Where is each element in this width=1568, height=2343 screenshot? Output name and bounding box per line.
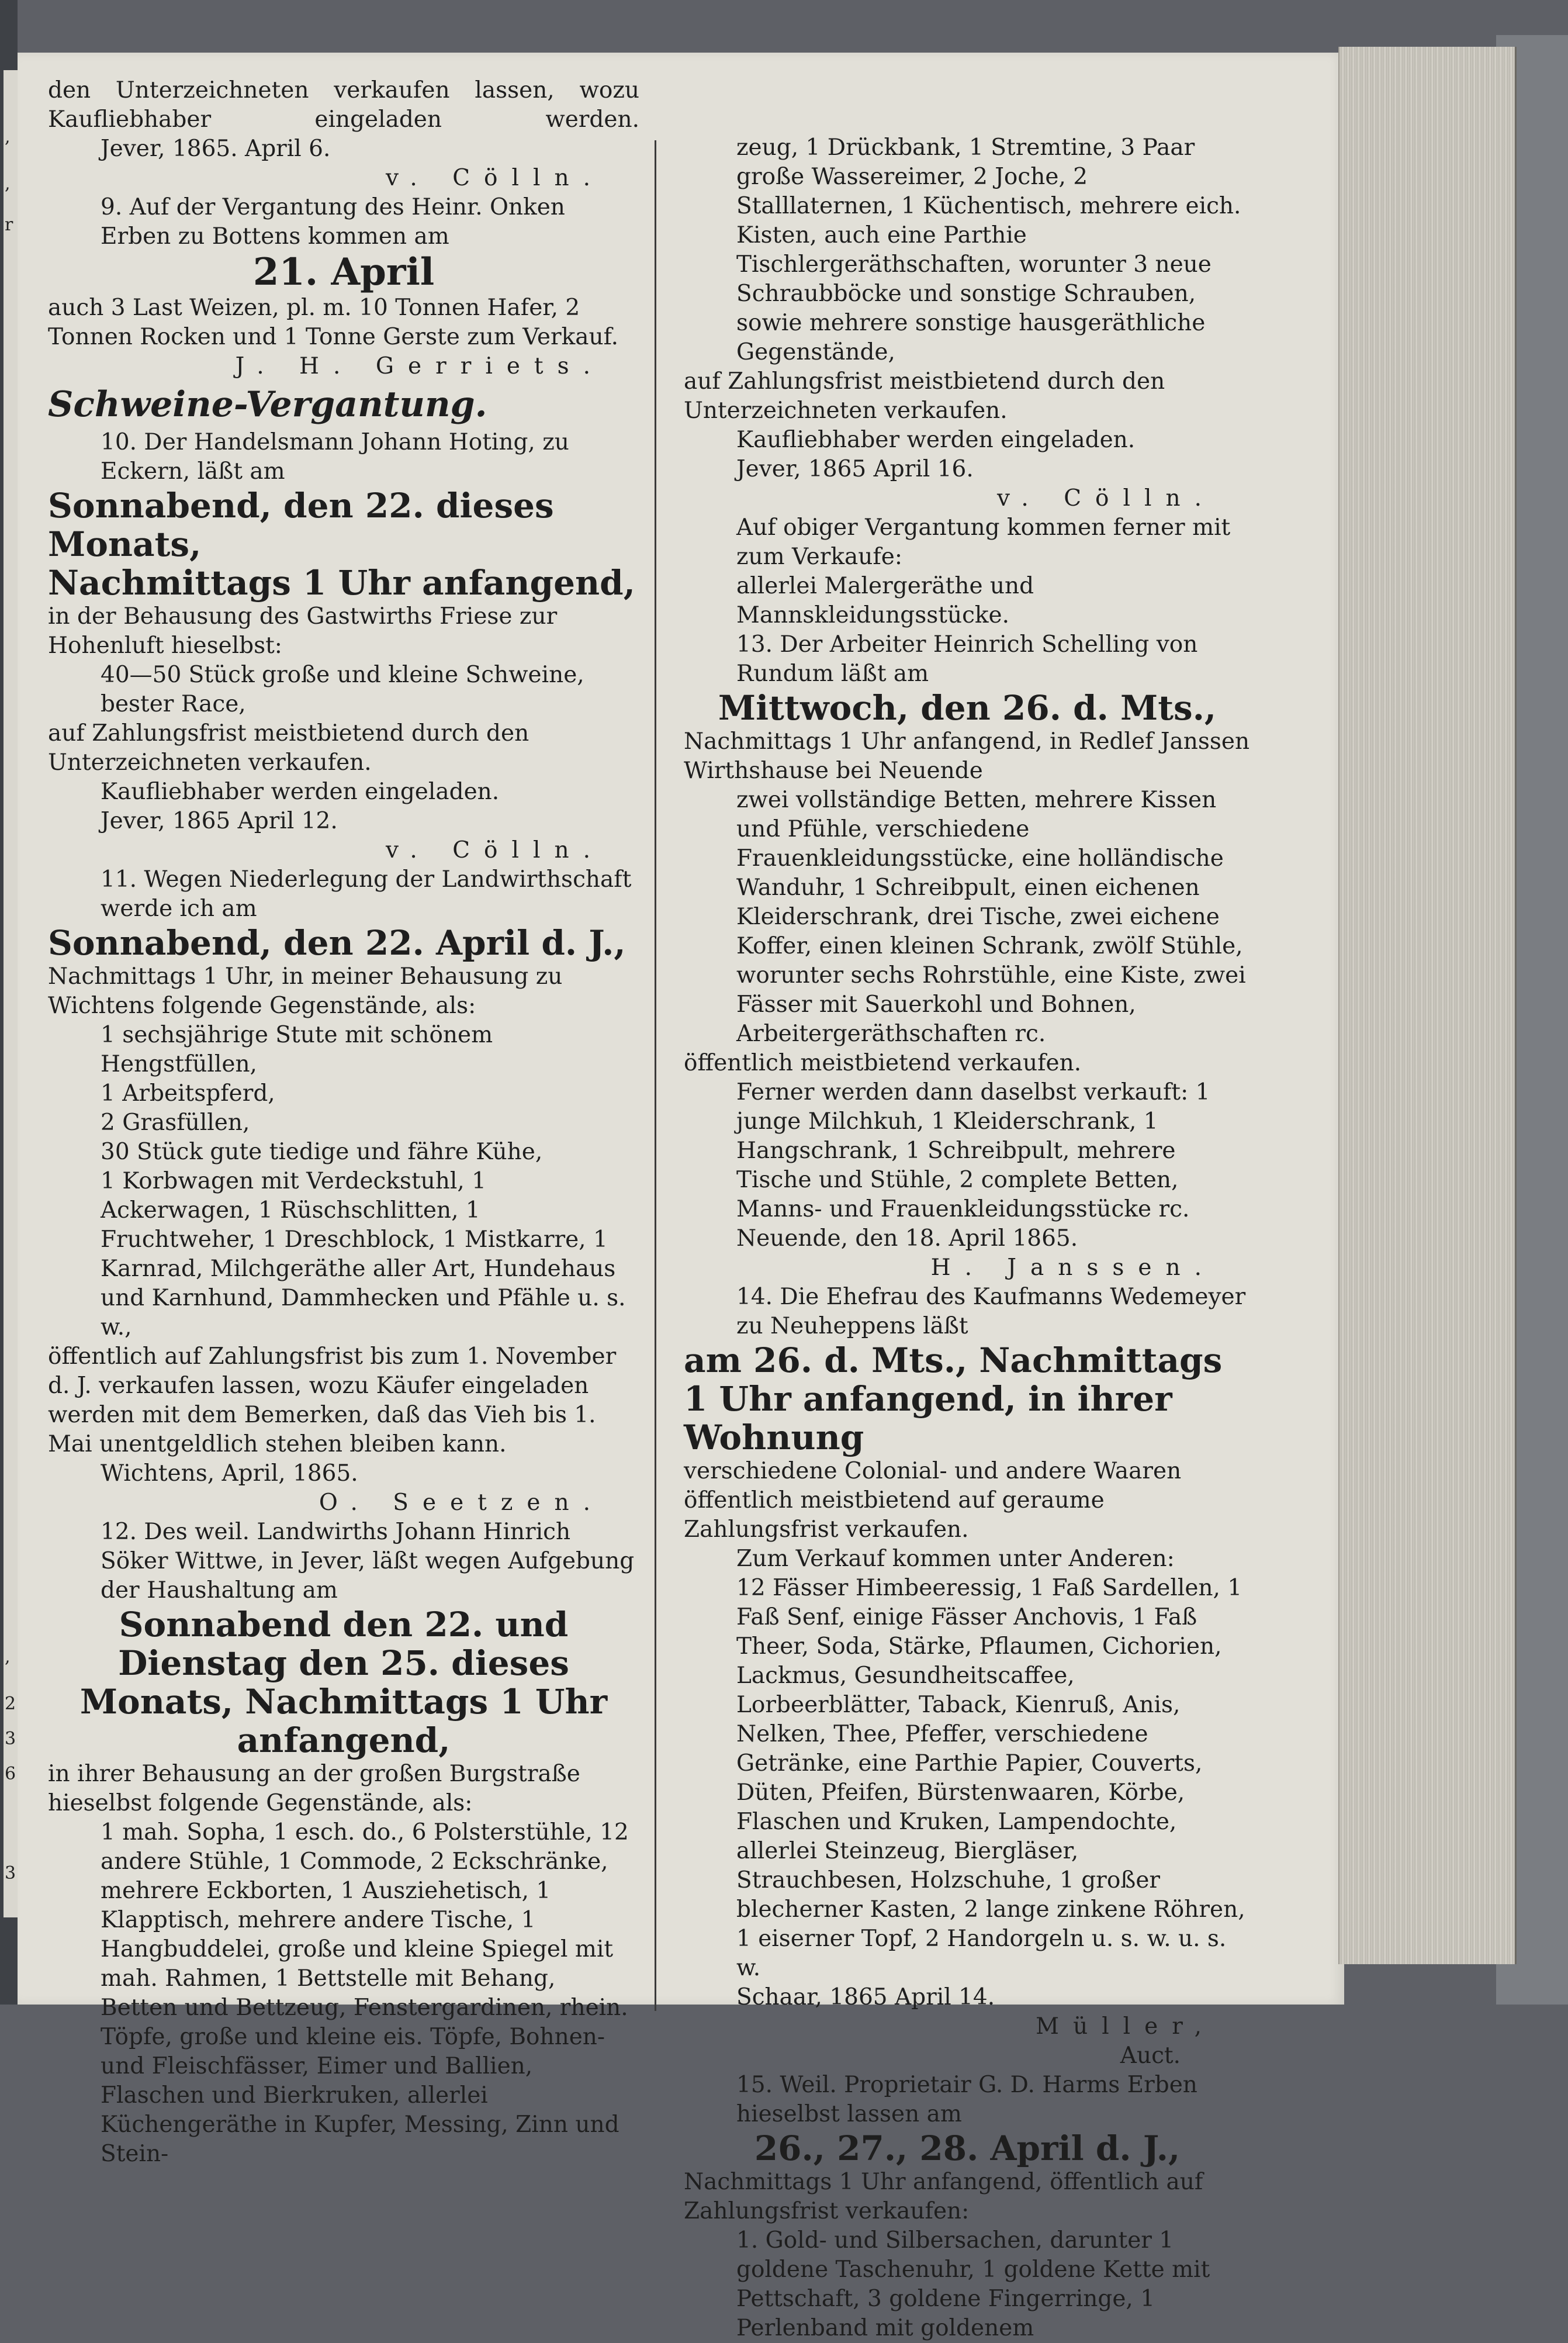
signature-title: Auct. [1120,2043,1181,2069]
left-column [48,76,639,2169]
notice-intro: 11. Wegen Niederlegung der Landwirthschaft werde ich am [101,866,632,922]
notice-intro: 15. Weil. Proprietair G. D. Harms Erben hieselbst lassen am [736,2072,1197,2127]
margin-mark: 3 [5,1729,16,1749]
item-line: 2 Grasfüllen, [101,1110,250,1136]
item-line: 1 Arbeitspferd, [101,1080,275,1107]
notice-date-headline: Sonnabend, den 22. April d. J., [48,923,626,963]
dateline: Jever, 1865 April 16. [736,456,974,482]
notice-intro: 10. Der Handelsmann Johann Hoting, zu Eckern, läßt am [101,429,569,485]
item-line: 12 Fässer Himbeeressig, 1 Faß Sardellen, 1 Faß Senf, einige Fässer Anchovis, 1 Faß Theer, Soda, Stärke, Pflaumen, Cichorien, Lackmus, Gesundheitscaffee, Lorbeerblätter, Taback, Kienruß, Anis, Nelken, Thee, Pfeffer, verschiedene Getränke, eine Parthie Papier, Couverts, Düten, Pfeifen, Bürstenwaaren, Körbe, Flaschen und Kruken, Lampendochte, allerlei Steinzeug, Biergläser, Strauchbesen, Holzschuhe, 1 großer blecherner Kasten, 2 lange zinkene Röhren, 1 eiserner Topf, 2 Handorgeln u. s. w. u. s. w. [736,1575,1245,1981]
item-line: allerlei Malergeräthe und Mannskleidungsstücke. [736,573,1034,628]
text-paragraph: Ferner werden dann daselbst verkauft: 1 junge Milchkuh, 1 Kleiderschrank, 1 Hangschrank, 1 Schreibpult, mehrere Tische und Stühle, 2 complete Betten, Manns- und Frauenkleidungsstücke rc. [736,1079,1210,1222]
signature: J. H. Gerriets. [235,353,604,379]
item-line: 1 mah. Sopha, 1 esch. do., 6 Polsterstühle, 12 andere Stühle, 1 Commode, 2 Eckschränke, mehrere Eckborten, 1 Ausziehetisch, 1 Klapptisch, mehrere andere Tische, 1 Hangbuddelei, große und kleine Spiegel mit mah. Rahmen, 1 Bettstelle mit Behang, Betten und Bettzeug, Fenstergardinen, rhein. Töpfe, große und kleine eis. Töpfe, Bohnen- und Fleischfässer, Eimer und Ballien, Flaschen und Bierkruken, allerlei Küchengeräthe in Kupfer, Messing, Zinn und Stein- [101,1819,629,2167]
item-line: 1 sechsjährige Stute mit schönem Hengstfüllen, [101,1022,493,1077]
item-line: 1 Korbwagen mit Verdeckstuhl, 1 Ackerwagen, 1 Rüschschlitten, 1 Fruchtweher, 1 Dreschblock, 1 Mistkarre, 1 Karnrad, Milchgeräthe aller Art, Hundehaus und Karnhund, Dammhecken und Pfähle u. s. w., [101,1168,626,1340]
text-paragraph: auf Zahlungsfrist meistbietend durch den Unterzeichneten verkaufen. [684,368,1165,424]
text-paragraph: Nachmittags 1 Uhr, in meiner Behausung zu Wichtens folgende Gegenstände, als: [48,963,563,1019]
dateline: Wichtens, April, 1865. [101,1460,358,1487]
text-paragraph: Kaufliebhaber werden eingeladen. [101,779,500,805]
notice-date-headline: Sonnabend, den 22. dieses Monats, [48,486,554,564]
text-paragraph: in ihrer Behausung an der großen Burgstraße hieselbst folgende Gegenstände, als: [48,1761,580,1816]
notice-intro: 14. Die Ehefrau des Kaufmanns Wedemeyer zu Neuheppens läßt [736,1284,1246,1339]
signature: O. Seetzen. [319,1490,604,1516]
margin-mark: 6 [5,1764,16,1784]
notice-heading: Schweine-Vergantung. [48,384,487,425]
signature: H. Janssen. [930,1255,1216,1281]
item-line: 1. Gold- und Silbersachen, darunter 1 goldene Taschenuhr, 1 goldene Kette mit Pettschaft, 3 goldene Fingerringe, 1 Perlenband mit goldenem [736,2227,1210,2341]
text-paragraph: Kaufliebhaber werden eingeladen. [736,427,1136,453]
column-rule [655,140,656,2011]
book-page-edges [1338,47,1517,1964]
text-paragraph: auf Zahlungsfrist meistbietend durch den Unterzeichneten verkaufen. [48,720,529,776]
item-line: zeug, 1 Drückbank, 1 Stremtine, 3 Paar große Wassereimer, 2 Joche, 2 Stalllaternen, 1 Küchentisch, mehrere eich. Kisten, auch eine Parthie Tischlergeräthschaften, worunter 3 neue Schraubböcke und sonstige Schrauben, sowie mehrere sonstige hausgeräthliche Gegenstände, [736,134,1241,365]
margin-mark: r [5,215,13,235]
item-line: zwei vollständige Betten, mehrere Kissen und Pfühle, verschiedene Frauenkleidungsstücke, eine holländische Wanduhr, 1 Schreibpult, einen eichenen Kleiderschrank, drei Tische, zwei eichene Koffer, einen kleinen Schrank, zwölf Stühle, worunter sechs Rohrstühle, eine Kiste, zwei Fässer mit Sauerkohl und Bohnen, Arbeitergeräthschaften rc. [736,787,1246,1047]
notice-intro: 9. Auf der Vergantung des Heinr. Onken Erben zu Bottens kommen am [101,194,565,250]
margin-mark: , [5,174,11,194]
notice-date-headline: Nachmittags 1 Uhr anfangend, [48,563,635,603]
notice-intro: 13. Der Arbeiter Heinrich Schelling von Rundum läßt am [736,631,1198,687]
text-paragraph: Zum Verkauf kommen unter Anderen: [736,1546,1175,1572]
notice-date-headline: Mittwoch, den 26. d. Mts., [718,688,1217,728]
notice-intro: 12. Des weil. Landwirths Johann Hinrich Söker Wittwe, in Jever, läßt wegen Aufgebung der Haushaltung am [101,1519,635,1604]
margin-marks [4,117,18,1929]
dateline: Jever, 1865. April 6. [101,136,331,162]
margin-mark: 3 [5,1863,16,1884]
text-paragraph: auch 3 Last Weizen, pl. m. 10 Tonnen Hafer, 2 Tonnen Rocken und 1 Tonne Gerste zum Verkauf. [48,295,619,350]
dateline: Jever, 1865 April 12. [101,808,338,834]
margin-mark: , [5,1647,11,1667]
notice-date-headline: 26., 27., 28. April d. J., [754,2128,1181,2168]
text-paragraph: Auf obiger Vergantung kommen ferner mit zum Verkaufe: [736,514,1231,570]
notice-date-headline: am 26. d. Mts., Nachmittags 1 Uhr anfangend, in ihrer Wohnung [684,1340,1223,1457]
text-paragraph: Nachmittags 1 Uhr anfangend, in Redlef Janssen Wirthshause bei Neuende [684,728,1250,784]
notice-date-headline: 21. April [252,250,435,294]
text-paragraph: in der Behausung des Gastwirths Friese zur Hohenluft hieselbst: [48,603,558,659]
text-paragraph: verschiedene Colonial- und andere Waaren öffentlich meistbietend auf geraume Zahlungsfrist verkaufen. [684,1458,1182,1543]
signature: Müller, [1036,2013,1216,2040]
margin-mark: 2 [5,1694,16,1714]
right-column [684,133,1251,2343]
item-line: 30 Stück gute tiedige und fähre Kühe, [101,1139,543,1165]
dateline: Schaar, 1865 April 14. [736,1984,995,2010]
notice-date-headline: Sonnabend den 22. und Dienstag den 25. dieses Monats, Nachmittags 1 Uhr anfangend, [79,1605,608,1760]
text-paragraph: öffentlich meistbietend verkaufen. [684,1050,1082,1076]
text-paragraph: Nachmittags 1 Uhr anfangend, öffentlich auf Zahlungsfrist verkaufen: [684,2169,1203,2224]
signature: v. Cölln. [997,485,1216,512]
signature: v. Cölln. [386,837,604,863]
item-line: 40—50 Stück große und kleine Schweine, bester Race, [101,662,584,717]
signature: v. Cölln. [386,165,604,191]
dateline: Neuende, den 18. April 1865. [736,1225,1078,1252]
margin-mark: , [5,127,11,147]
text-paragraph: öffentlich auf Zahlungsfrist bis zum 1. November d. J. verkaufen lassen, wozu Käufer eingeladen werden mit dem Bemerken, daß das Vieh bis 1. Mai unentgeldlich stehen bleiben kann. [48,1343,617,1457]
text-paragraph: den Unterzeichneten verkaufen lassen, wozu Kaufliebhaber eingeladen werden. [48,77,639,133]
